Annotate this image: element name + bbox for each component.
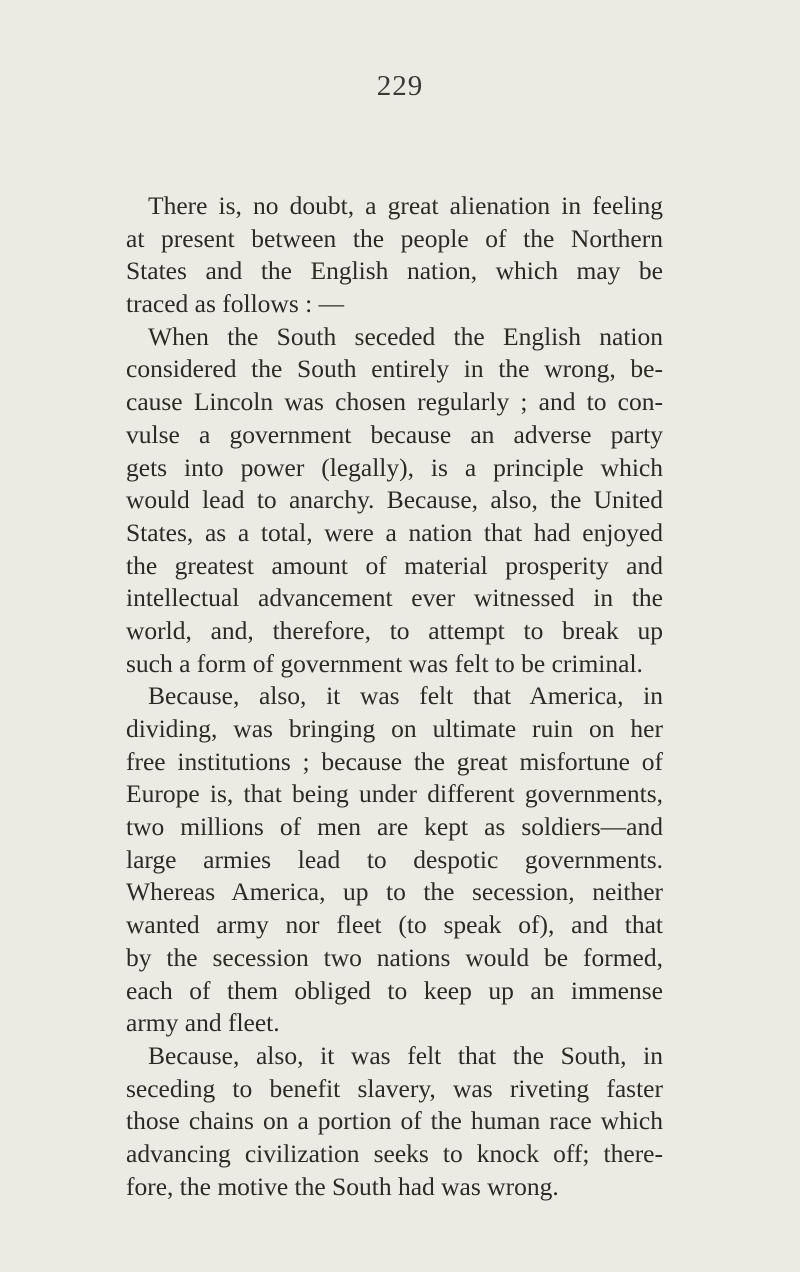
text-line: wanted army nor fleet (to speak of), and that (126, 910, 663, 940)
text-line: dividing, was bringing on ultimate ruin on her (126, 714, 663, 743)
text-line: army and fleet. (126, 1008, 280, 1038)
page-number: 229 (376, 70, 424, 102)
text-line: the greatest amount of material prosperity and (126, 550, 663, 580)
text-line: traced as follows : — (126, 289, 345, 319)
text-line: world, and, therefore, to attempt to break up (126, 615, 663, 645)
text-line: each of them obliged to keep up an immense (126, 975, 663, 1005)
text-line: such a form of government was felt to be criminal. (126, 648, 643, 678)
text-line: States and the English nation, which may be (126, 256, 663, 286)
text-line: When the South seceded the English nation (148, 321, 663, 351)
text-line: those chains on a portion of the human race which (126, 1106, 663, 1136)
text-line: by the secession two nations would be formed, (126, 942, 663, 972)
text-line: fore, the motive the South had was wrong. (126, 1171, 559, 1201)
text-line: intellectual advancement ever witnessed in the (126, 583, 663, 613)
text-line: vulse a government because an adverse party (126, 419, 663, 449)
text-line: large armies lead to despotic governments. (126, 844, 663, 874)
text-line: at present between the people of the Northern (126, 223, 663, 253)
text-line: free institutions ; because the great misfortune of (126, 746, 663, 776)
text-line: cause Lincoln was chosen regularly ; and to con- (126, 387, 663, 417)
text-line: gets into power (legally), is a principle which (126, 452, 663, 482)
text-line: Europe is, that being under different governments, (126, 779, 663, 809)
text-line: Whereas America, up to the secession, neither (126, 877, 663, 907)
text-line: States, as a total, were a nation that had enjoyed (126, 517, 663, 547)
text-line: seceding to benefit slavery, was riveting faster (126, 1073, 663, 1103)
text-line: would lead to anarchy. Because, also, the United (126, 485, 663, 515)
body-text (126, 190, 663, 1203)
text-line: two millions of men are kept as soldiers—and (126, 812, 663, 842)
text-line: advancing civilization seeks to knock off; there- (126, 1138, 663, 1168)
text-line: Because, also, it was felt that the South, in (148, 1040, 663, 1070)
text-line: Because, also, it was felt that America, in (148, 681, 663, 711)
text-line: There is, no doubt, a great alienation in feeling (148, 191, 663, 220)
text-line: considered the South entirely in the wrong, be- (126, 354, 663, 384)
